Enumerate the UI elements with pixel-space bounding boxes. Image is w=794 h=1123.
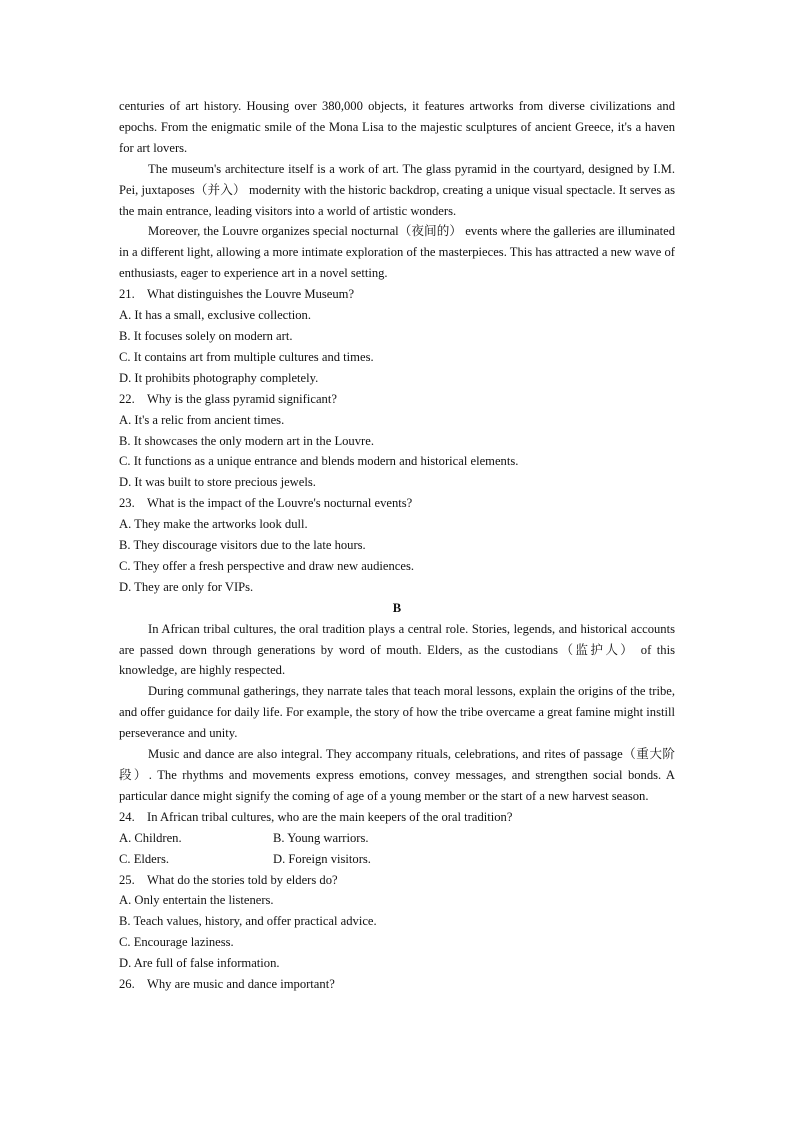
option-b[interactable]: B. Teach values, history, and offer practical advice.: [119, 914, 377, 929]
question-number: 21.: [119, 287, 135, 302]
option-c[interactable]: C. It functions as a unique entrance and blends modern and historical elements.: [119, 454, 519, 469]
question-stem: [119, 284, 675, 305]
question-text: What do the stories told by elders do?: [147, 872, 338, 887]
option-d[interactable]: D. They are only for VIPs.: [119, 579, 254, 594]
question-text: What is the impact of the Louvre's nocturnal events?: [147, 496, 413, 511]
document-page: [119, 96, 675, 995]
question-number: 26.: [119, 977, 135, 992]
option-a[interactable]: A. It's a relic from ancient times.: [119, 412, 285, 427]
option-a[interactable]: A. They make the artworks look dull.: [119, 517, 308, 532]
option-b[interactable]: B. They discourage visitors due to the late hours.: [119, 538, 366, 553]
option-a[interactable]: A. Only entertain the listeners.: [119, 893, 274, 908]
question-22: [119, 389, 675, 494]
passage-b-paragraph-3: Music and dance are also integral. They accompany rituals, celebrations, and rites of passage（重大阶段）. The rhythms and movements express emotions, convey messages, and strengthen social bonds. A particular dance might signify the coming of age of a young member or the start of a new harvest season.: [119, 747, 675, 803]
option-b[interactable]: B. It showcases the only modern art in the Louvre.: [119, 433, 374, 448]
question-number: 24.: [119, 809, 135, 824]
passage-b-paragraph-2: During communal gatherings, they narrate tales that teach moral lessons, explain the origins of the tribe, and offer guidance for daily life. For example, the story of how the tribe overcame a great famine might instill perseverance and unity.: [119, 684, 675, 741]
question-stem: [119, 870, 675, 891]
question-text: Why are music and dance important?: [147, 977, 335, 992]
question-text: What distinguishes the Louvre Museum?: [147, 287, 355, 302]
question-21: [119, 284, 675, 389]
question-number: 25.: [119, 872, 135, 887]
question-24: [119, 807, 675, 870]
option-b[interactable]: B. Young warriors.: [273, 830, 369, 845]
option-c[interactable]: C. Encourage laziness.: [119, 935, 234, 950]
passage-b-paragraph-1: In African tribal cultures, the oral tradition plays a central role. Stories, legends, and historical accounts are passed down through generations by word of mouth. Elders, as the custodians（监护人） of this knowledge, are highly respected.: [119, 621, 675, 678]
question-23: [119, 493, 675, 598]
option-d[interactable]: D. Are full of false information.: [119, 956, 280, 971]
question-text: Why is the glass pyramid significant?: [147, 391, 337, 406]
option-c[interactable]: C. Elders.: [119, 851, 170, 866]
option-b[interactable]: B. It focuses solely on modern art.: [119, 328, 293, 343]
option-c[interactable]: C. They offer a fresh perspective and draw new audiences.: [119, 558, 415, 573]
question-text: In African tribal cultures, who are the main keepers of the oral tradition?: [147, 809, 513, 824]
option-a[interactable]: A. It has a small, exclusive collection.: [119, 308, 311, 323]
question-number: 22.: [119, 391, 135, 406]
option-d[interactable]: D. It prohibits photography completely.: [119, 370, 319, 385]
option-a[interactable]: A. Children.: [119, 830, 182, 845]
question-number: 23.: [119, 496, 135, 511]
option-row: [119, 849, 675, 870]
question-stem: [119, 807, 675, 828]
option-d[interactable]: D. It was built to store precious jewels.: [119, 475, 316, 490]
option-row: [119, 828, 675, 849]
option-c[interactable]: C. It contains art from multiple cultures and times.: [119, 349, 374, 364]
question-25: [119, 870, 675, 975]
option-d[interactable]: D. Foreign visitors.: [273, 851, 371, 866]
question-stem: [119, 389, 675, 410]
passage-a-paragraph-3: Moreover, the Louvre organizes special nocturnal（夜间的） events where the galleries are illuminated in a different light, allowing a more intimate exploration of the masterpieces. This has attracted a new wave of enthusiasts, eager to experience art in a novel setting.: [119, 224, 675, 281]
passage-a-paragraph-2: The museum's architecture itself is a work of art. The glass pyramid in the courtyard, designed by I.M. Pei, juxtaposes（并入） modernity with the historic backdrop, creating a unique visual spectacle. It serves as the main entrance, leading visitors into a world of artistic wonders.: [119, 161, 675, 218]
question-stem: [119, 493, 675, 514]
section-b-heading: B: [392, 600, 402, 615]
question-26: [119, 974, 675, 995]
question-stem: [119, 974, 675, 995]
passage-a-paragraph-1: centuries of art history. Housing over 380,000 objects, it features artworks from diverse civilizations and epochs. From the enigmatic smile of the Mona Lisa to the majestic sculptures of ancient Greece, it's a haven for art lovers.: [119, 99, 675, 155]
